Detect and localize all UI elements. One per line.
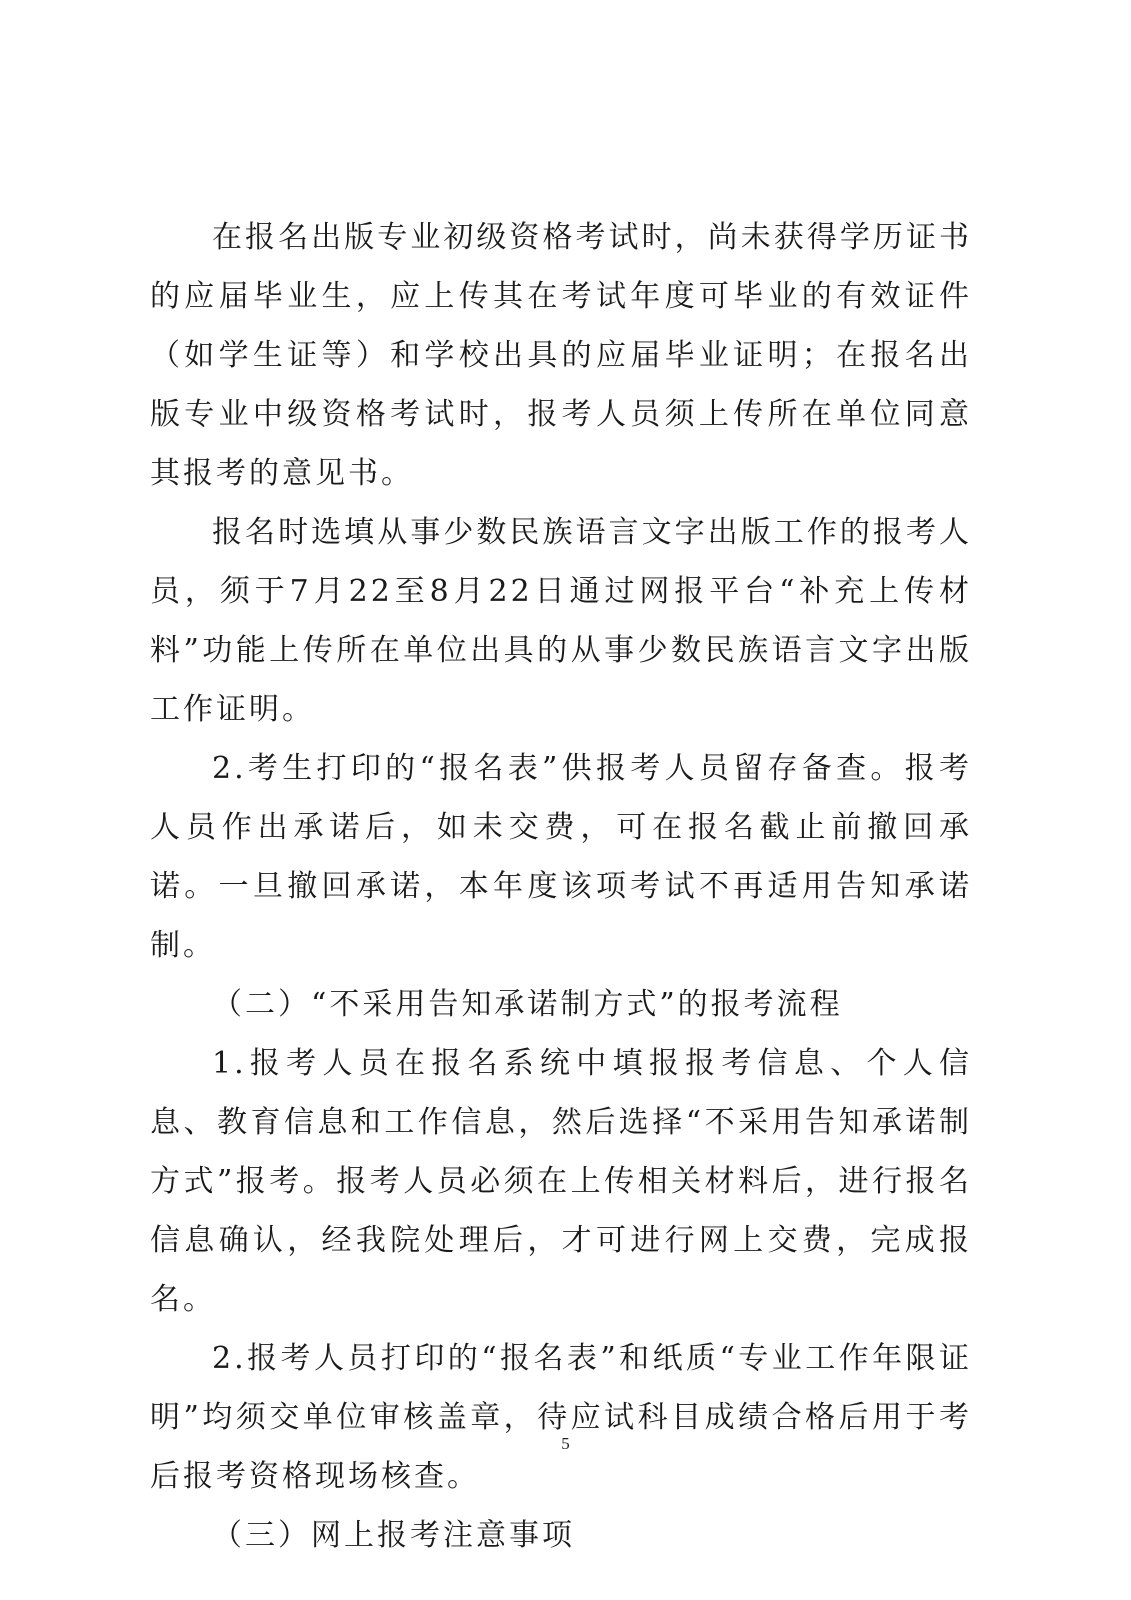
section-heading-online-notes: （三）网上报考注意事项 (212, 1518, 575, 1553)
document-body (150, 208, 972, 1565)
section-heading-non-commitment-process: （二）“不采用告知承诺制方式”的报考流程 (212, 987, 843, 1022)
page-number: 5 (561, 1434, 570, 1453)
paragraph-minority-language: 报名时选填从事少数民族语言文字出版工作的报考人员，须于7月22至8月22日通过网报平台“补充上传材料”功能上传所在单位出具的从事少数民族语言文字出版工作证明。 (150, 515, 972, 727)
paragraph-graduate-materials: 在报名出版专业初级资格考试时，尚未获得学历证书的应届毕业生，应上传其在考试年度可毕业的有效证件（如学生证等）和学校出具的应届毕业证明；在报名出版专业中级资格考试时，报考人员须上传所在单位同意其报考的意见书。 (150, 220, 972, 491)
paragraph-non-commitment-step-1: 1.报考人员在报名系统中填报报考信息、个人信息、教育信息和工作信息，然后选择“不采用告知承诺制方式”报考。报考人员必须在上传相关材料后，进行报名信息确认，经我院处理后，才可进行网上交费，完成报名。 (150, 1046, 972, 1317)
paragraph-registration-form-commitment: 2.考生打印的“报名表”供报考人员留存备查。报考人员作出承诺后，如未交费，可在报名截止前撤回承诺。一旦撤回承诺，本年度该项考试不再适用告知承诺制。 (150, 751, 972, 963)
paragraph-non-commitment-step-2: 2.报考人员打印的“报名表”和纸质“专业工作年限证明”均须交单位审核盖章，待应试科目成绩合格后用于考后报考资格现场核查。 (150, 1341, 972, 1494)
